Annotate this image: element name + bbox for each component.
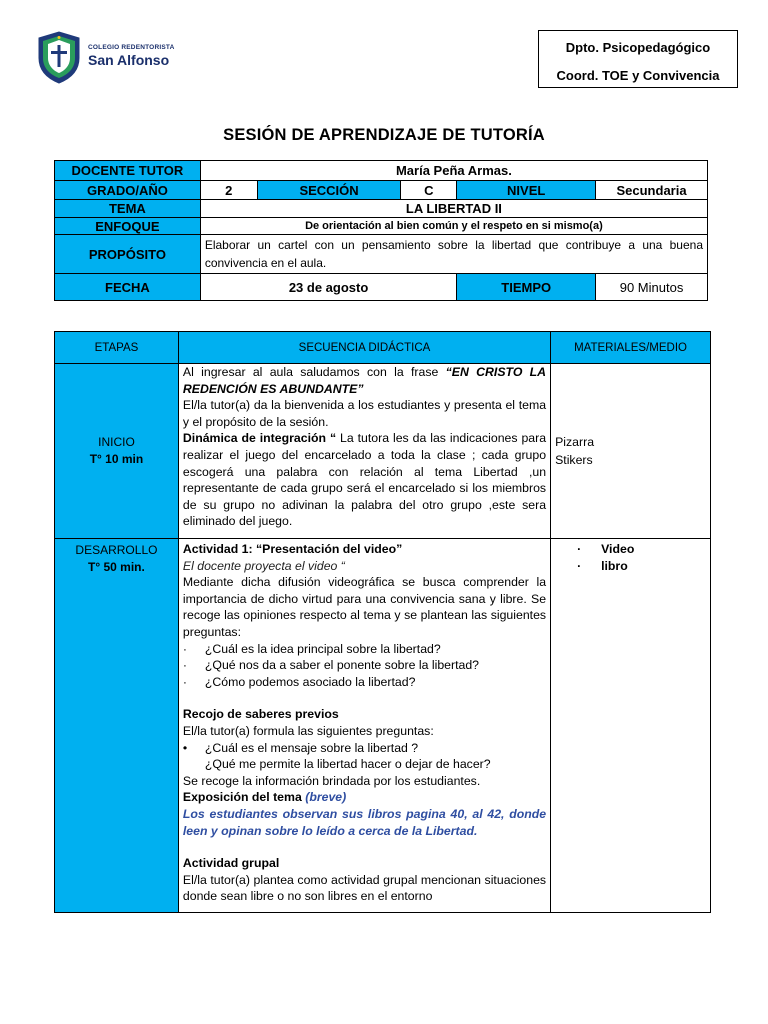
exposicion-text: Los estudiantes observan sus libros pagina 40, al 42, donde leen y opinan sobre lo leído a cerca de la Libertad. <box>182 806 547 838</box>
recojo-end: Se recoge la información brindada por los estudiantes. <box>182 773 481 788</box>
desarrollo-materials <box>551 539 711 913</box>
stage-desarrollo-name: DESARROLLO <box>75 543 158 557</box>
inicio-dynamic-title: Dinámica de integración “ <box>182 431 337 446</box>
stage-inicio-name: INICIO <box>98 435 135 450</box>
info-row-grado <box>55 181 708 200</box>
stage-inicio-time: T° 10 min <box>89 452 144 466</box>
recojo-question-item: • ¿Cuál es el mensaje sobre la libertad ? <box>182 740 419 755</box>
material-pizarra: Pizarra <box>555 435 595 449</box>
exposicion-brief: (breve) <box>305 790 347 805</box>
tema-value: LA LIBERTAD II <box>200 200 707 218</box>
question-item: · ¿Cómo podemos asociado la libertad? <box>182 674 416 689</box>
material-libro: · libro <box>577 558 628 573</box>
header-secuencia: SECUENCIA DIDÁCTICA <box>178 332 550 364</box>
sequence-row-inicio <box>55 364 711 539</box>
docente-label: DOCENTE TUTOR <box>55 161 201 181</box>
info-row-docente <box>55 161 708 181</box>
activity-1-paragraph: Mediante dicha difusión videográfica se busca comprender la importancia de dicho virtud para una convivencia sana y libre. Se recoge las opiniones respecto al tema y se plantean las siguientes preguntas: <box>182 575 547 639</box>
grado-value: 2 <box>200 181 257 200</box>
header-materiales: MATERIALES/MEDIO <box>551 332 711 364</box>
info-row-fecha <box>55 274 708 301</box>
tiempo-value: 90 Minutos <box>596 274 708 301</box>
bullet-disc-icon: • <box>182 740 188 755</box>
tiempo-label: TIEMPO <box>457 274 596 301</box>
inicio-welcome: El/la tutor(a) da la bienvenida a los estudiantes y presenta el tema y el propósito de la sesión. <box>182 398 547 429</box>
info-row-proposito <box>55 235 708 274</box>
bullet-dot-icon: · <box>577 558 582 573</box>
desarrollo-content <box>178 539 550 913</box>
nivel-label: NIVEL <box>457 181 596 200</box>
bullet-dot-icon: · <box>577 542 582 556</box>
inicio-greeting-phrase: “EN CRISTO LA REDENCIÓN ES ABUNDANTE” <box>182 365 547 396</box>
inicio-greeting: Al ingresar al aula saludamos con la frase “EN CRISTO LA REDENCIÓN ES ABUNDANTE” <box>182 365 547 396</box>
shield-logo-icon <box>36 30 82 84</box>
docente-value: María Peña Armas. <box>200 161 707 181</box>
info-row-enfoque <box>55 218 708 235</box>
session-info-table <box>54 160 708 301</box>
inicio-dynamic: Dinámica de integración “ La tutora les da las indicaciones para realizar el juego del encarcelado a toda la clase ; cada grupo escogerá una palabra con relación al tema Libertad ,un representante de cada grupo será el encarcelado si los miembros de su grupo no adivinan la palabra del otro grupo ,este sera eliminado del juego. <box>182 431 547 529</box>
stage-desarrollo <box>55 539 179 913</box>
header-etapas: ETAPAS <box>55 332 179 364</box>
inicio-content <box>178 364 550 539</box>
bullet-dot-icon: · <box>182 658 187 673</box>
school-logo-name: San Alfonso <box>88 52 170 68</box>
department-line-1: Dpto. Psicopedagógico <box>565 40 711 55</box>
nivel-value: Secundaria <box>596 181 708 200</box>
recojo-title: Recojo de saberes previos <box>182 707 339 722</box>
inicio-materials <box>551 364 711 539</box>
school-logo-subtitle: COLEGIO REDENTORISTA <box>88 44 175 51</box>
question-item: · ¿Cuál es la idea principal sobre la libertad? <box>182 641 441 656</box>
document-title: SESIÓN DE APRENDIZAJE DE TUTORÍA <box>223 126 545 144</box>
exposicion-title: Exposición del tema (breve) <box>182 790 347 805</box>
fecha-label: FECHA <box>55 274 201 301</box>
fecha-value: 23 de agosto <box>200 274 457 301</box>
department-line-2: Coord. TOE y Convivencia <box>556 68 720 83</box>
sequence-header-row <box>55 332 711 364</box>
info-row-tema <box>55 200 708 218</box>
enfoque-label: ENFOQUE <box>55 218 201 235</box>
activity-1-subtitle: El docente proyecta el video “ <box>182 558 345 573</box>
proposito-value: Elaborar un cartel con un pensamiento sobre la libertad que contribuye a una buena convivencia en el aula. <box>200 235 707 274</box>
bullet-dot-icon: · <box>182 641 187 656</box>
material-video: · Video <box>577 542 635 556</box>
department-box <box>538 30 738 88</box>
proposito-label: PROPÓSITO <box>55 235 201 274</box>
didactic-sequence-table <box>54 331 711 913</box>
stage-inicio <box>55 364 179 539</box>
grupal-text: El/la tutor(a) plantea como actividad grupal mencionan situaciones donde sean libre o no son libres en el entorno <box>182 872 547 904</box>
stage-desarrollo-time: T° 50 min. <box>88 559 145 574</box>
grupal-title: Actividad grupal <box>182 856 280 871</box>
tema-label: TEMA <box>55 200 201 218</box>
recojo-intro: El/la tutor(a) formula las siguientes preguntas: <box>182 723 434 738</box>
activity-1-title: Actividad 1: “Presentación del video” <box>182 542 403 556</box>
sequence-row-desarrollo <box>55 539 711 913</box>
grado-label: GRADO/AÑO <box>55 181 201 200</box>
question-item: · ¿Qué nos da a saber el ponente sobre la libertad? <box>182 658 480 673</box>
enfoque-value: De orientación al bien común y el respeto en si mismo(a) <box>200 218 707 235</box>
material-stikers: Stikers <box>555 453 593 467</box>
school-logo <box>36 30 186 86</box>
recojo-question-item: ¿Qué me permite la libertad hacer o dejar de hacer? <box>204 757 491 772</box>
seccion-label: SECCIÓN <box>257 181 401 200</box>
bullet-dot-icon: · <box>182 674 187 689</box>
seccion-value: C <box>401 181 457 200</box>
